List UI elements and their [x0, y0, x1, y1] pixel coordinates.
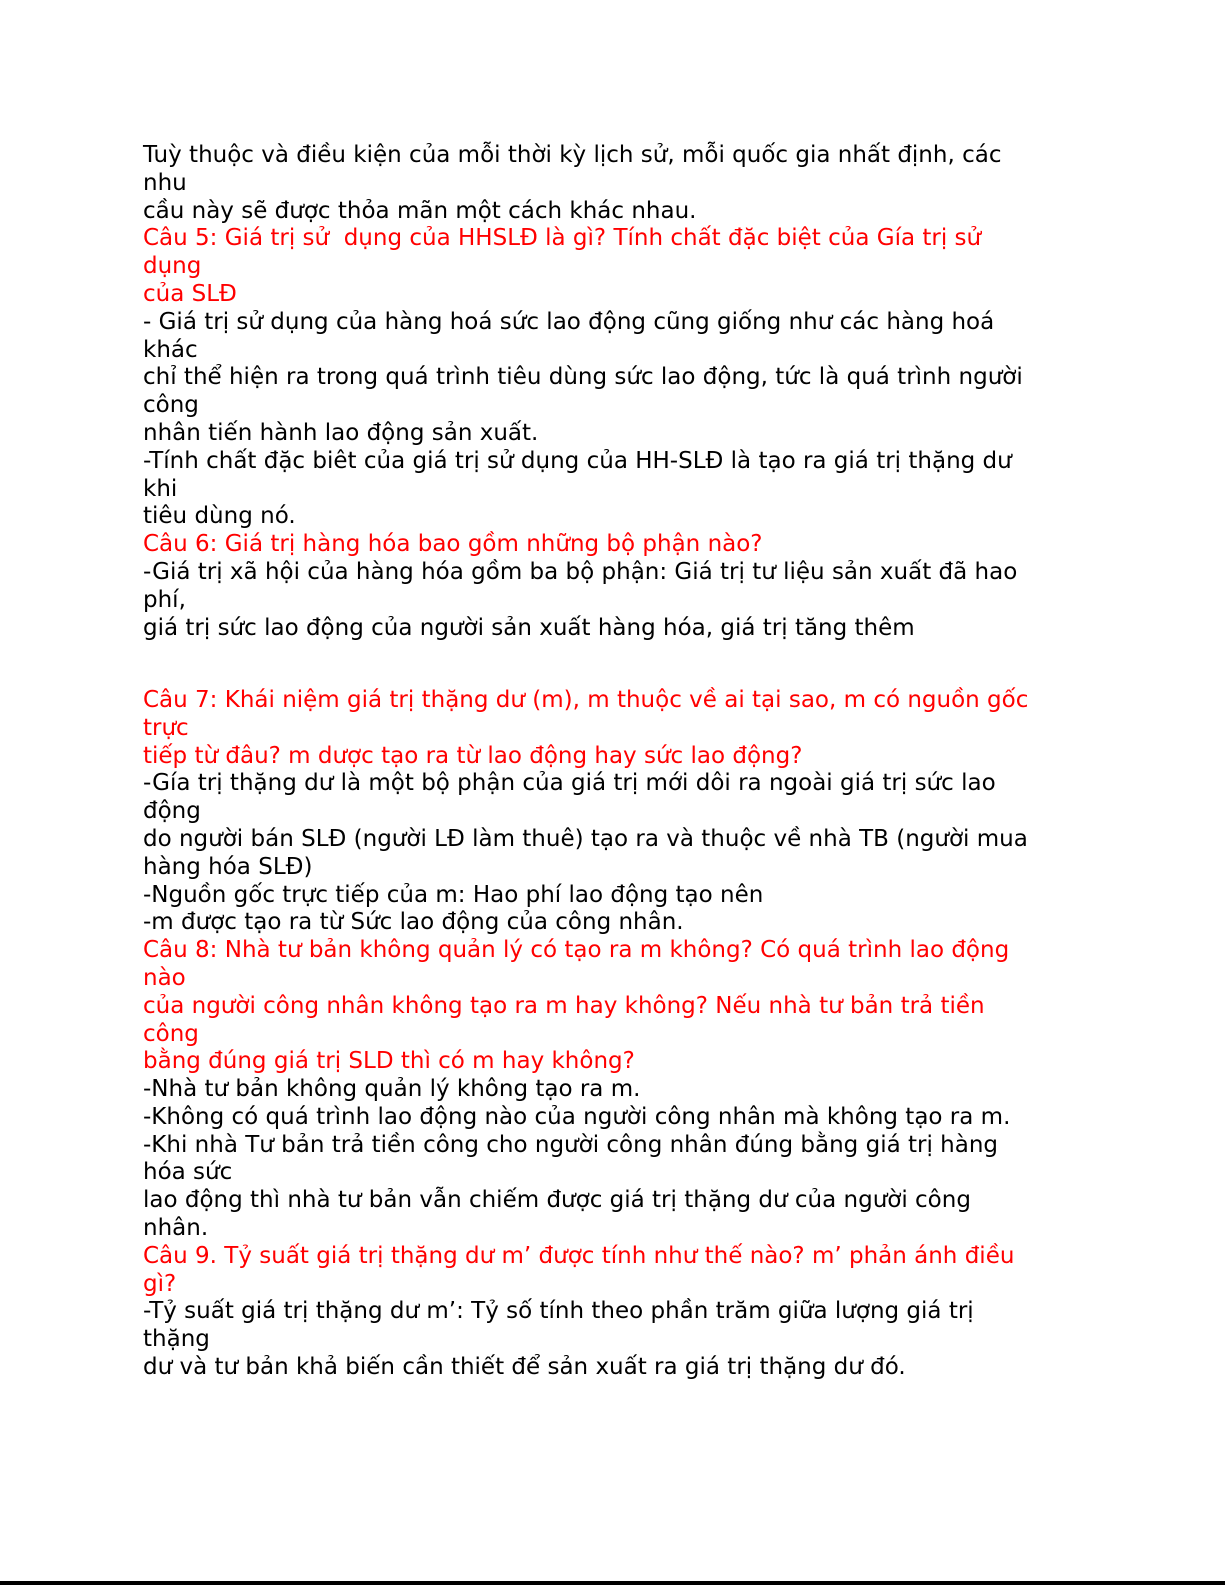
text-line: động: [143, 798, 201, 825]
question-line: bằng đúng giá trị SLD thì có m hay không?: [143, 1048, 635, 1075]
text-line: cầu này sẽ được thỏa mãn một cách khác nhau.: [143, 197, 697, 224]
text-line: -Giá trị xã hội của hàng hóa gồm ba bộ phận: Giá trị tư liệu sản xuất đã hao: [143, 558, 1018, 585]
text-line: giá trị sức lao động của người sản xuất hàng hóa, giá trị tăng thêm: [143, 614, 915, 641]
text-line: do người bán SLĐ (người LĐ làm thuê) tạo ra và thuộc về nhà TB (người mua: [143, 825, 1028, 852]
text-line: -Tính chất đặc biêt của giá trị sử dụng của HH-SLĐ là tạo ra giá trị thặng dư: [143, 447, 1012, 474]
text-line: chỉ thể hiện ra trong quá trình tiêu dùng sức lao động, tức là quá trình người: [143, 364, 1023, 391]
question-line: của SLĐ: [143, 280, 237, 307]
text-line: -Không có quá trình lao động nào của người công nhân mà không tạo ra m.: [143, 1103, 1011, 1130]
text-line: tiêu dùng nó.: [143, 503, 296, 530]
question-line: Câu 5: Giá trị sử dụng của HHSLĐ là gì? Tính chất đặc biệt của Gía trị sử: [143, 225, 982, 252]
question-line: gì?: [143, 1270, 177, 1297]
page-bottom-border: [0, 1581, 1225, 1585]
text-line: khi: [143, 475, 178, 502]
text-line: hóa sức: [143, 1159, 233, 1186]
question-line: nào: [143, 964, 186, 991]
question-line: công: [143, 1020, 199, 1047]
question-line: Câu 8: Nhà tư bản không quản lý có tạo ra m không? Có quá trình lao động: [143, 937, 1010, 964]
document-body: [143, 142, 1143, 1382]
question-line: trực: [143, 714, 189, 741]
question-line: tiếp từ đâu? m dược tạo ra từ lao động hay sức lao động?: [143, 742, 803, 769]
question-line: Câu 7: Khái niệm giá trị thặng dư (m), m thuộc về ai tại sao, m có nguồn gốc: [143, 686, 1029, 713]
text-line: thặng: [143, 1326, 210, 1353]
text-line: -Nguồn gốc trực tiếp của m: Hao phí lao động tạo nên: [143, 881, 764, 908]
question-line: Câu 9. Tỷ suất giá trị thặng dư m’ được tính như thế nào? m’ phản ánh điều: [143, 1242, 1015, 1269]
question-line: Câu 6: Giá trị hàng hóa bao gồm những bộ phận nào?: [143, 531, 763, 558]
text-line: nhân.: [143, 1215, 209, 1242]
text-line: khác: [143, 336, 198, 363]
text-line: lao động thì nhà tư bản vẫn chiếm được giá trị thặng dư của người công: [143, 1187, 971, 1214]
text-line: nhu: [143, 169, 187, 196]
text-line: Tuỳ thuộc và điều kiện của mỗi thời kỳ lịch sử, mỗi quốc gia nhất định, các: [143, 142, 1002, 168]
text-line: nhân tiến hành lao động sản xuất.: [143, 419, 539, 446]
text-line: dư và tư bản khả biến cần thiết để sản xuất ra giá trị thặng dư đó.: [143, 1354, 906, 1381]
text-line: công: [143, 392, 199, 419]
text-line: - Giá trị sử dụng của hàng hoá sức lao động cũng giống như các hàng hoá: [143, 308, 995, 335]
text-line: -Tỷ suất giá trị thặng dư m’: Tỷ số tính theo phần trăm giữa lượng giá trị: [143, 1298, 974, 1325]
question-line: dụng: [143, 253, 202, 280]
text-line: -m được tạo ra từ Sức lao động của công nhân.: [143, 909, 684, 936]
paragraph-gap: [143, 642, 1143, 687]
text-line: -Gía trị thặng dư là một bộ phận của giá trị mới dôi ra ngoài giá trị sức lao: [143, 770, 996, 797]
text-line: phí,: [143, 586, 186, 613]
question-line: của người công nhân không tạo ra m hay không? Nếu nhà tư bản trả tiền: [143, 992, 985, 1019]
text-line: -Khi nhà Tư bản trả tiền công cho người công nhân đúng bằng giá trị hàng: [143, 1131, 999, 1158]
text-line: hàng hóa SLĐ): [143, 853, 313, 880]
text-line: -Nhà tư bản không quản lý không tạo ra m.: [143, 1076, 641, 1103]
